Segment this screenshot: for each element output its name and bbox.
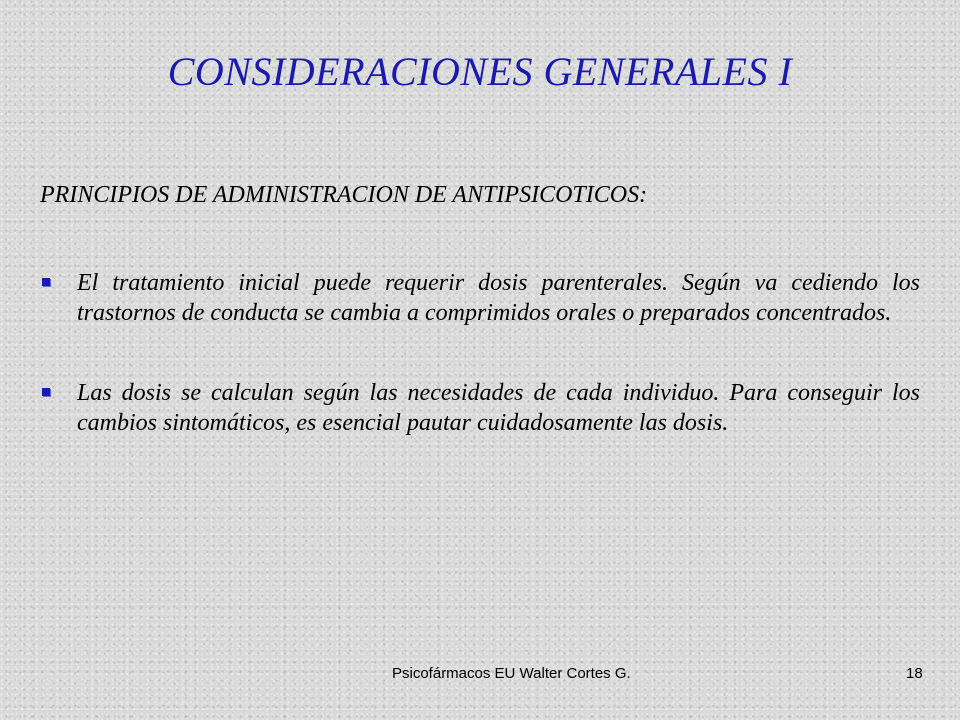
bullet-text: El tratamiento inicial puede requerir dosis parenterales. Según va cediendo los trastornos de conducta se cambia a comprimidos orales o preparados concentrados. bbox=[77, 270, 920, 326]
slide-title: CONSIDERACIONES GENERALES I bbox=[167, 49, 793, 94]
square-bullet-icon bbox=[42, 388, 50, 396]
bullet-text: Las dosis se calculan según las necesidades de cada individuo. Para conseguir los cambios sintomáticos, es esencial pautar cuidadosamente las dosis. bbox=[77, 380, 920, 436]
page-number: 18 bbox=[906, 665, 923, 682]
slide-subtitle: PRINCIPIOS DE ADMINISTRACION DE ANTIPSICOTICOS: bbox=[40, 182, 648, 208]
square-bullet-icon bbox=[42, 278, 50, 286]
bullet-list bbox=[40, 268, 920, 488]
footer-text: Psicofármacos EU Walter Cortes G. bbox=[392, 665, 631, 682]
bullet-item bbox=[40, 268, 920, 328]
bullet-item bbox=[40, 378, 920, 438]
